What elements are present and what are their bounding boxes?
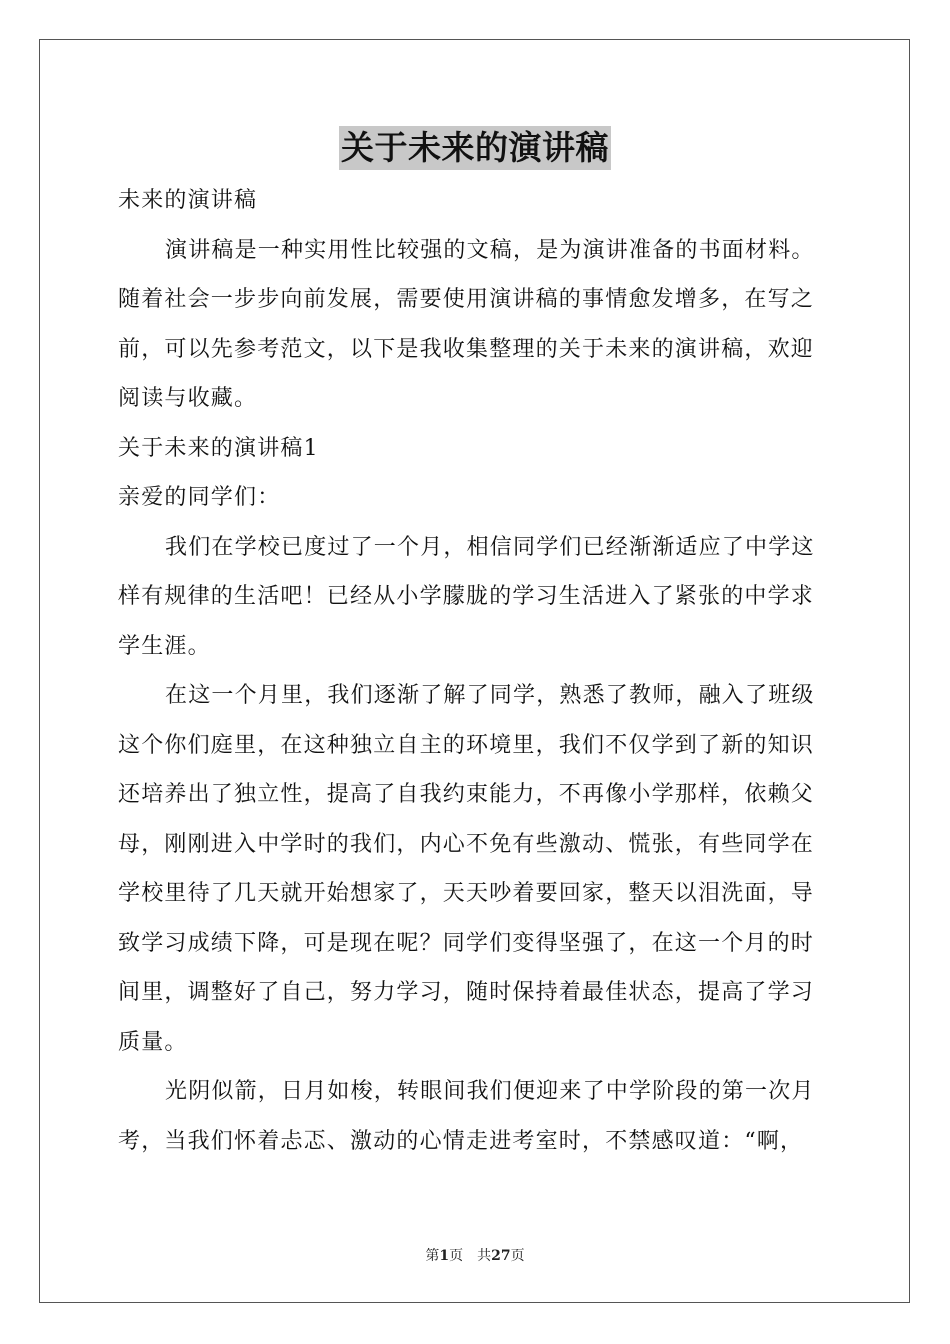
page-footer [0,1246,950,1266]
page-prefix: 第 [425,1248,440,1264]
page-suffix: 页 [449,1248,464,1264]
section-heading: 关于未来的演讲稿1 [118,435,319,461]
page-number: 1 [439,1248,450,1264]
paragraph: 未来的演讲稿 [118,188,258,213]
total-pages: 27 [491,1248,511,1264]
paragraph: 演讲稿是一种实用性比较强的文稿，是为演讲准备的书面材料。随着社会一步步向前发展，需要使用演讲稿的事情愈发增多，在写之前，可以先参考范文，以下是我收集整理的关于未来的演讲稿，欢迎阅读与收藏。 [118,237,815,411]
paragraph: 我们在学校已度过了一个月，相信同学们已经渐渐适应了中学这样有规律的生活吧！已经从小学朦胧的学习生活进入了紧张的中学求学生涯。 [118,534,815,659]
document-body [118,176,834,1166]
paragraph: 光阴似箭，日月如梭，转眼间我们便迎来了中学阶段的第一次月考，当我们怀着忐忑、激动的心情走进考室时，不禁感叹道：“啊， [118,1079,815,1154]
total-suffix: 页 [510,1248,525,1264]
paragraph: 在这一个月里，我们逐渐了解了同学，熟悉了教师，融入了班级这个你们庭里，在这种独立自主的环境里，我们不仅学到了新的知识还培养出了独立性，提高了自我约束能力，不再像小学那样，依赖父母，刚刚进入中学时的我们，内心不免有些激动、慌张，有些同学在学校里待了几天就开始想家了，天天吵着要回家，整天以泪洗面，导致学习成绩下降，可是现在呢？同学们变得坚强了，在这一个月的时间里，调整好了自己，努力学习，随时保持着最佳状态，提高了学习质量。 [118,683,815,1055]
document-title: 关于未来的演讲稿 [339,126,611,170]
total-prefix: 共 [477,1248,492,1264]
title-container [0,126,950,170]
salutation: 亲爱的同学们： [118,485,281,510]
